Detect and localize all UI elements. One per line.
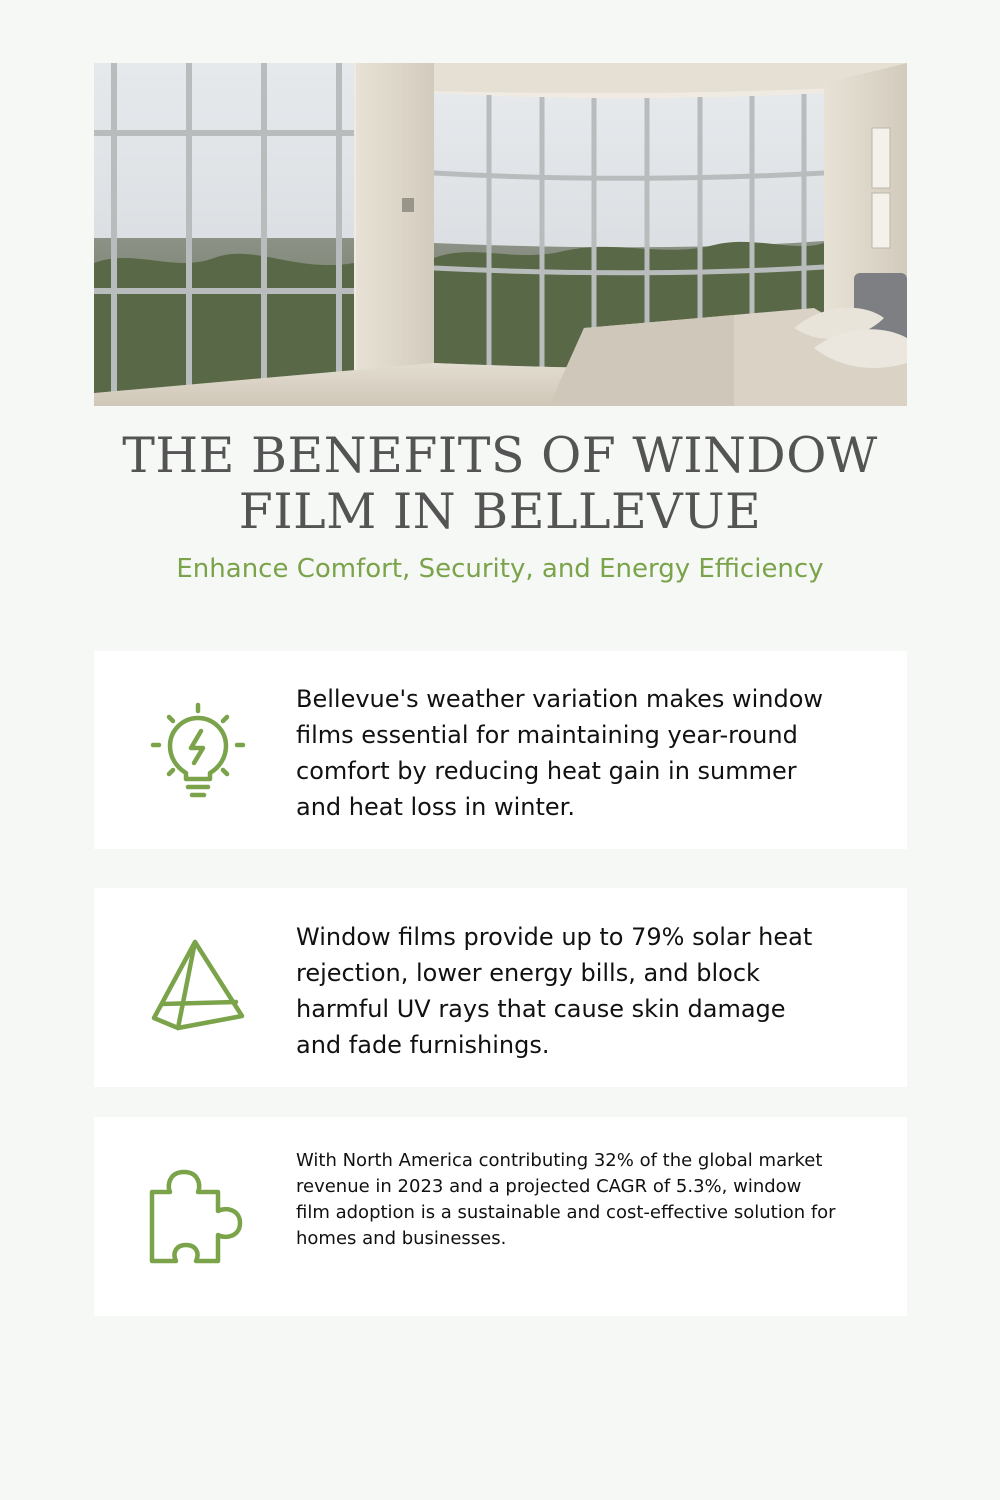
puzzle-piece-icon (148, 1167, 248, 1267)
page-title: THE BENEFITS OF WINDOW FILM IN BELLEVUE (122, 427, 878, 540)
lightbulb-icon (148, 701, 248, 801)
hero-image (94, 63, 907, 406)
benefit-text: Bellevue's weather variation makes window films essential for maintaining year-round comfort by reducing heat gain in summer and heat loss in winter. (296, 685, 824, 821)
page-subtitle: Enhance Comfort, Security, and Energy Efficiency (176, 554, 824, 584)
pyramid-icon (148, 936, 248, 1036)
benefit-card-comfort (94, 651, 907, 849)
benefit-text: Window films provide up to 79% solar heat rejection, lower energy bills, and block harmful UV rays that cause skin damage and fade furnishings. (296, 923, 813, 1059)
benefit-card-market (94, 1117, 907, 1316)
benefit-card-energy (94, 888, 907, 1087)
benefit-text: With North America contributing 32% of the global market revenue in 2023 and a projected CAGR of 5.3%, window film adoption is a sustainable and cost-effective solution for homes and businesses. (296, 1150, 836, 1249)
